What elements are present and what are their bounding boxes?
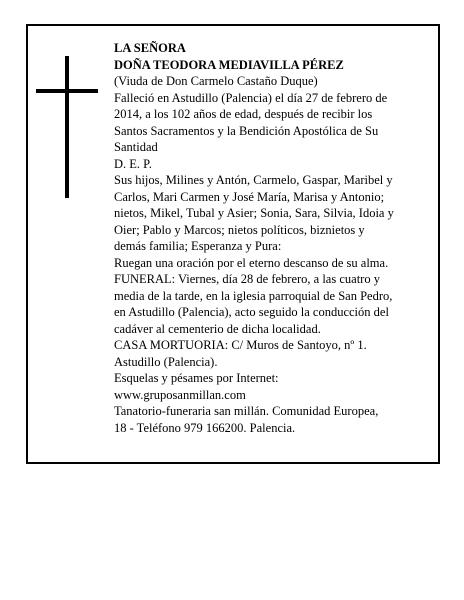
- funeral-home-line-1: Tanatorio-funeraria san millán. Comunidad Europea,: [114, 404, 379, 418]
- honorific-line: LA SEÑORA: [114, 41, 186, 55]
- rip-line: D. E. P.: [114, 156, 152, 171]
- funeral-line-4: cadáver al cementerio de dicha localidad.: [114, 321, 321, 336]
- death-details-line-2: 2014, a los 102 años de edad, después de recibir los: [114, 107, 373, 121]
- prayer-request-line: Ruegan una oración por el eterno descanso de su alma.: [114, 255, 389, 270]
- family-line-1: Sus hijos, Milines y Antón, Carmelo, Gaspar, Maribel y: [114, 173, 393, 187]
- internet-condolences-line: Esquelas y pésames por Internet:: [114, 371, 279, 385]
- deceased-name: DOÑA TEODORA MEDIAVILLA PÉREZ: [114, 57, 344, 72]
- death-details-line-1: Falleció en Astudillo (Palencia) el día 27 de febrero de: [114, 90, 388, 105]
- website-line: www.gruposanmillan.com: [114, 387, 246, 402]
- cross-horizontal-bar: [36, 89, 98, 93]
- funeral-line-3: en Astudillo (Palencia), acto seguido la conducción del: [114, 305, 389, 319]
- death-details-line-4: Santidad: [114, 140, 158, 154]
- family-line-3: nietos, Mikel, Tubal y Asier; Sonia, Sara, Silvia, Idoia y: [114, 206, 394, 220]
- death-details-line-3: Santos Sacramentos y la Bendición Apostólica de Su: [114, 123, 379, 138]
- family-line-4: Oier; Pablo y Marcos; nietos políticos, biznietos y: [114, 222, 365, 237]
- family-line-5: demás familia; Esperanza y Pura:: [114, 239, 282, 253]
- funeral-line-1: FUNERAL: Viernes, día 28 de febrero, a las cuatro y: [114, 272, 380, 286]
- notice-text: [114, 40, 396, 436]
- cross-icon: [36, 56, 98, 198]
- mortuary-address-line-1: CASA MORTUORIA: C/ Muros de Santoyo, nº 1.: [114, 338, 367, 352]
- cross-vertical-bar: [65, 56, 69, 198]
- mortuary-address-line-2: Astudillo (Palencia).: [114, 354, 218, 369]
- family-line-2: Carlos, Mari Carmen y José María, Marisa y Antonio;: [114, 189, 385, 204]
- widow-line: (Viuda de Don Carmelo Castaño Duque): [114, 74, 318, 88]
- funeral-home-line-2: 18 - Teléfono 979 166200. Palencia.: [114, 420, 296, 435]
- funeral-line-2: media de la tarde, en la iglesia parroquial de San Pedro,: [114, 288, 393, 303]
